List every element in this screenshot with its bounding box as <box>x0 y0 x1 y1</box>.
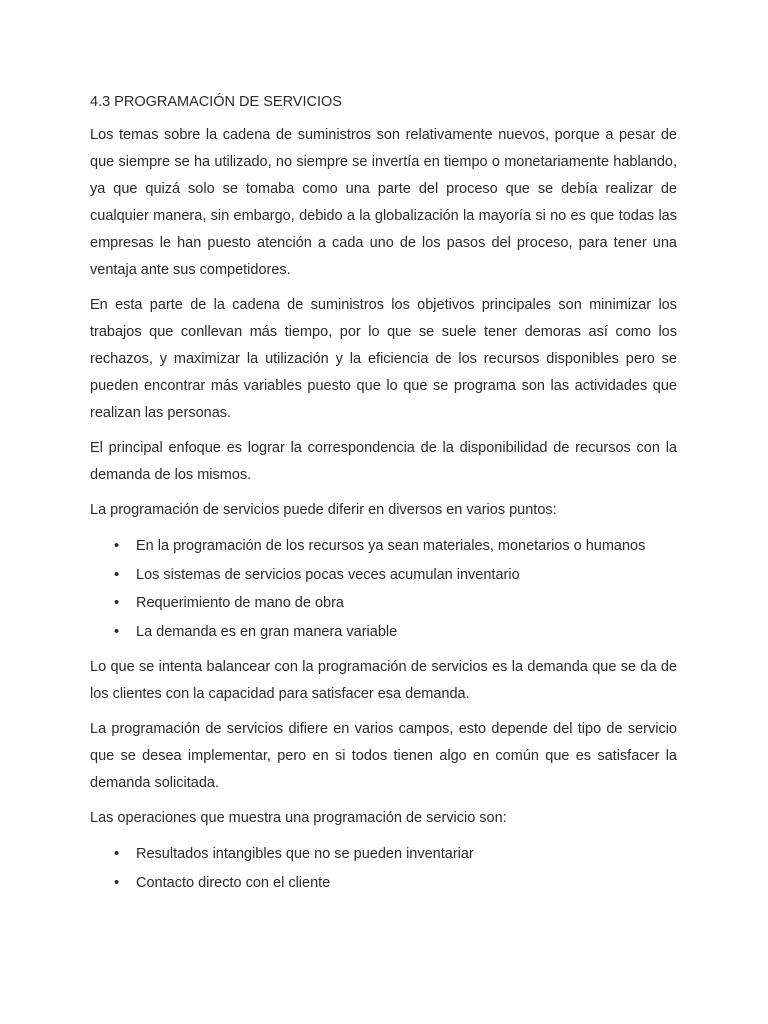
paragraph-7: Las operaciones que muestra una programación de servicio son: <box>90 810 507 826</box>
paragraph-5: Lo que se intenta balancear con la programación de servicios es la demanda que se da de los clientes con la capacidad para satisfacer esa demanda. <box>90 659 677 702</box>
bullet-icon: • <box>114 623 120 640</box>
bullet-icon: • <box>114 595 120 611</box>
paragraph-3: El principal enfoque es lograr la correspondencia de la disponibilidad de recursos con la demanda de los mismos. <box>90 440 677 483</box>
bullet-list-2 <box>90 840 677 897</box>
bullet-icon: • <box>114 566 120 583</box>
list-item-text: Requerimiento de mano de obra <box>136 595 344 611</box>
list-item <box>90 532 677 561</box>
document-page <box>90 90 677 905</box>
list-item-text: Resultados intangibles que no se pueden inventariar <box>136 846 474 862</box>
list-item <box>90 561 677 590</box>
list-item-text: La demanda es en gran manera variable <box>136 623 398 640</box>
list-item-text: En la programación de los recursos ya sean materiales, monetarios o humanos <box>136 538 646 554</box>
bullet-icon: • <box>114 538 120 554</box>
section-heading: 4.3 PROGRAMACIÓN DE SERVICIOS <box>90 94 342 110</box>
bullet-icon: • <box>114 874 120 891</box>
list-item-text: Contacto directo con el cliente <box>136 874 331 891</box>
list-item <box>90 589 677 618</box>
paragraph-1: Los temas sobre la cadena de suministros son relativamente nuevos, porque a pesar de que siempre se ha utilizado, no siempre se invertía en tiempo o monetariamente hablando, ya que quizá solo se tomaba como una parte del proceso que se debía realizar de cualquier manera, sin embargo, debido a la globalización la mayoría si no es que todas las empresas le han puesto atención a cada uno de los pasos del proceso, para tener una ventaja ante sus competidores. <box>90 127 677 278</box>
list-item <box>90 840 677 869</box>
bullet-list-1 <box>90 532 677 646</box>
bullet-icon: • <box>114 846 120 862</box>
paragraph-2: En esta parte de la cadena de suministros los objetivos principales son minimizar los trabajos que conllevan más tiempo, por lo que se suele tener demoras así como los rechazos, y maximizar la utilización y la eficiencia de los recursos disponibles pero se pueden encontrar más variables puesto que lo que se programa son las actividades que realizan las personas. <box>90 297 677 421</box>
list-item <box>90 869 677 898</box>
list-item <box>90 618 677 647</box>
paragraph-4: La programación de servicios puede diferir en diversos en varios puntos: <box>90 502 557 518</box>
paragraph-6: La programación de servicios difiere en varios campos, esto depende del tipo de servicio que se desea implementar, pero en si todos tienen algo en común que es satisfacer la demanda solicitada. <box>90 721 677 791</box>
list-item-text: Los sistemas de servicios pocas veces acumulan inventario <box>136 566 520 583</box>
